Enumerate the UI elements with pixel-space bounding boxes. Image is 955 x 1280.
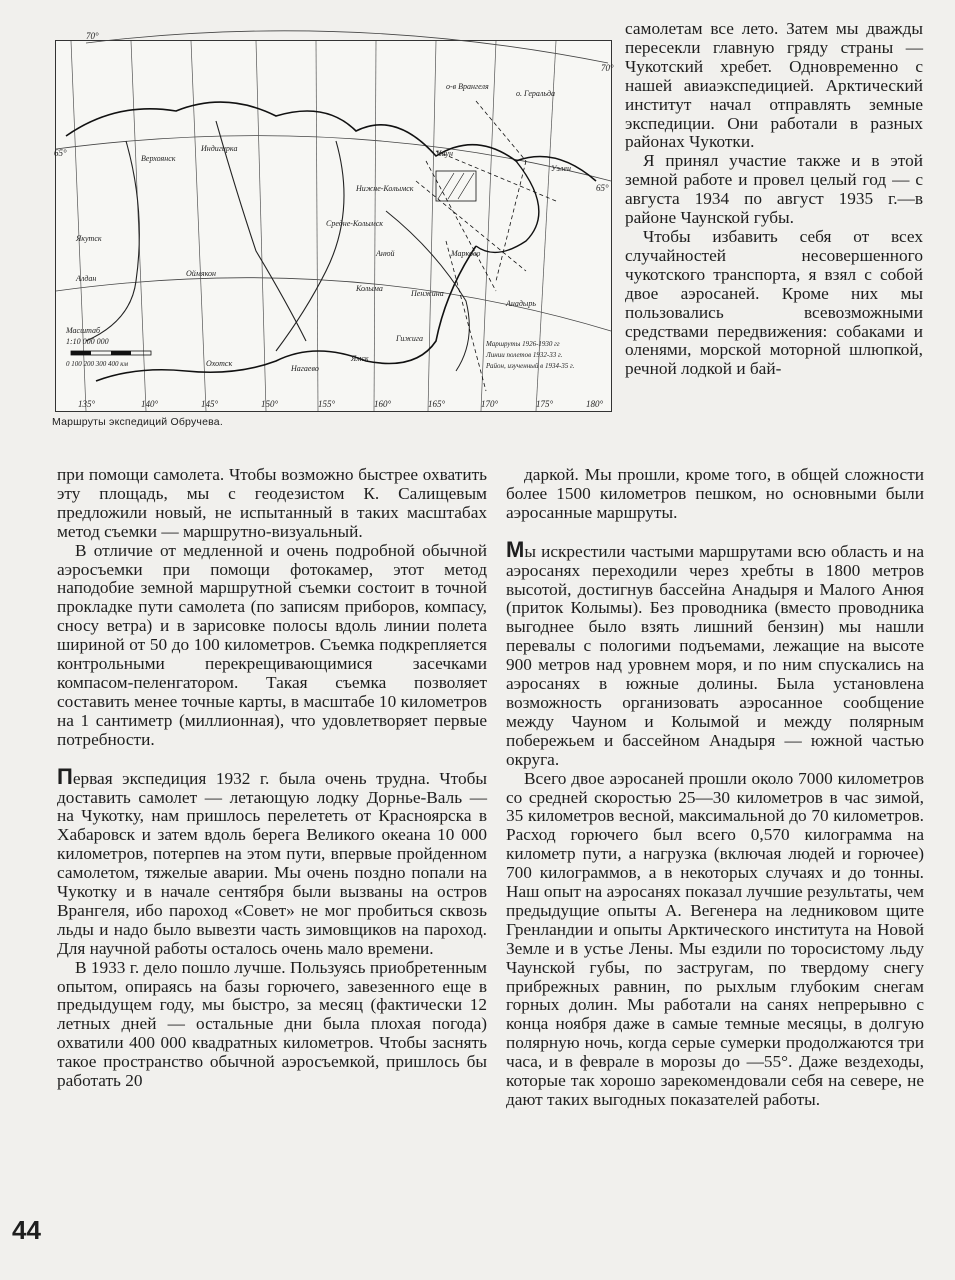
map-place-label: Охотск: [206, 359, 233, 368]
paragraph: В 1933 г. дело пошло лучше. Пользуясь приобретенным опытом, опираясь на базы горючего, завезенного еще в предыдущем году, мы быстро, за месяц (фактически 12 летных дней — остальные дни была плохая погода) охватили 400 000 квадратных километров. Чтобы заснять такое пространство обычной аэросъемкой, пришлось бы работать 20: [57, 957, 487, 1091]
longitude-tick-label: 140°: [141, 399, 159, 409]
legend-routes: Маршруты 1926-1930 гг: [486, 340, 560, 348]
map-place-label: Нагаево: [291, 364, 319, 373]
scale-title: Масштаб: [66, 326, 101, 335]
map-place-label: о-в Врангеля: [446, 82, 489, 91]
right-column-top: [625, 20, 923, 379]
longitude-tick-label: 155°: [318, 399, 336, 409]
longitude-tick-label: 145°: [201, 399, 219, 409]
scale-ratio: 1:10 000 000: [66, 337, 109, 346]
map-place-label: Гижига: [396, 334, 423, 343]
map-place-label: Колыма: [356, 284, 383, 293]
section-paragraph: Мы искрестили частыми маршрутами всю область и на аэросанях переходили через хребты в 1800 метров высотой, достигнув бассейна Анадыря и Малого Анюя (приток Колымы). Без проводника (вместо проводника выгоднее было взять лишний бензин) мы нашли перевалы с пологими подъемами, лежащие на высоте 900 метров над уровнем моря, и по ним спускались на аэросанях в южные долины. Была установлена возможность организовать аэросанное сообщение между Чауном и Колымой и между полярным побережьем и бассейном Анадыря — южной частью округа.: [506, 536, 924, 769]
paragraph: при помощи самолета. Чтобы возможно быстрее охватить эту площадь, мы с геодезистом К. Салищевым предложили новый, не испытанный в таких масштабах метод съемки — маршрутно-визуальный.: [57, 465, 487, 541]
longitude-tick-label: 165°: [428, 399, 446, 409]
lat-65-right-label: 65°: [596, 183, 609, 193]
longitude-tick-label: 175°: [536, 399, 554, 409]
map-place-label: Уэлен: [551, 164, 571, 173]
map-place-label: Нижне-Колымск: [356, 184, 414, 193]
longitude-tick-label: 160°: [374, 399, 392, 409]
legend-studied-area: Район, изученный в 1934-35 г.: [486, 362, 575, 370]
map-place-label: Чаун: [436, 149, 453, 158]
lat-70-left-label: 70°: [86, 31, 99, 41]
map-place-label: Алдан: [76, 274, 97, 283]
right-column: [506, 466, 924, 1110]
paragraph-continued: даркой. Мы прошли, кроме того, в общей сложности более 1500 километров пешком, но основными были аэросанные маршруты.: [506, 465, 924, 522]
longitude-tick-label: 150°: [261, 399, 279, 409]
paragraph: Чтобы избавить себя от всех случайностей несовершенного чукотского транспорта, я взял с собой двое аэросаней. Кроме них мы пользовались всевозможными средствами передвижения: собаками и оленями, морской моторной шлюпкой, речной лодкой и бай-: [625, 226, 923, 379]
left-column: [57, 466, 487, 1091]
map-drawing: [54, 31, 614, 411]
map-place-label: о. Геральда: [516, 89, 556, 98]
legend-flights: Линии полетов 1932-33 г.: [486, 351, 563, 359]
map-place-label: Марково: [451, 249, 481, 258]
paragraph: В отличие от медленной и очень подробной обычной аэросъемки при помощи фотокамер, этот метод наподобие земной маршрутной съемки состоит в точной прокладке пути самолета (по записям приборов, компасу, сносу ветра) и в зарисовке полосы вдоль линии полета шириной от 50 до 100 километров. Съемка подкрепляется контрольными перекрещивающимися засечками компасом-пеленгатором. Такая съемка позволяет составить менее точные карты, в масштабе 10 километров на 1 сантиметр (миллионная), что удовлетворяет первые потребности.: [57, 540, 487, 749]
map-place-label: Анадырь: [506, 299, 536, 308]
section-paragraph: Первая экспедиция 1932 г. была очень трудна. Чтобы доставить самолет — летающую лодку Дорнье-Валь — на Чукотку, нам пришлось перелететь от Красноярска в Хабаровск и затем вдоль берега Великого океана 10 000 километров, потерпев на этом пути, впервые пройденном самолетом, тяжелые аварии. Мы очень поздно попали на Чукотку и в начале сентября были вызваны на остров Врангеля, ибо пароход «Совет» не мог пробиться сквозь льды и надо было вывезти часть зимовщиков на пароход. Для научной работы осталось очень мало времени.: [57, 763, 487, 958]
page-number: 44: [12, 1215, 41, 1245]
map-place-label: Анюй: [376, 249, 395, 258]
longitude-tick-label: 170°: [481, 399, 499, 409]
paragraph: самолетам все лето. Затем мы дважды пересекли главную гряду страны — Чукотский хребет. Одновременно с нашей авиаэкспедицией. Арктический институт начал отправлять земные экспедиции. Они работали в разных районах Чукотки.: [625, 19, 923, 152]
lat-70-right-label: 70°: [601, 63, 614, 73]
map-place-label: Пенжина: [411, 289, 444, 298]
svg-text:70°: [86, 31, 99, 41]
scale-distances: 0 100 200 300 400 км: [66, 360, 128, 368]
map-place-label: Оймякон: [186, 269, 217, 278]
map-place-label: Индигирка: [201, 144, 238, 153]
paragraph: Всего двое аэросаней прошли около 7000 километров со средней скоростью 25—30 километров в час зимой, 35 километров весной, максимальной до 70 километров. Расход горючего был всего 0,570 килограмма на километр пути, а нагрузка (включая людей и горючее) 700 килограммов, а в некоторых случаях и до тонны. Наш опыт на аэросанях показал лучшие результаты, чем предыдущие опыты А. Вегенера на ледниковом щите Гренландии и опыты Арктического института на Новой Земле и в устье Лены. Мы ездили по торосистому льду Чаунской губы, по застругам, по твердому снегу прибрежных равнин, по рыхлым глубоким снегам горных долин. Мы работали на санях непрерывно с конца ноября даже в самые темные месяцы, в долгую полярную ночь, когда серые сумерки продолжаются три часа, и в феврале в морозы до —55°. Даже вездеходы, которые так хорошо зарекомендовали себя на севере, не дают таких выгодных показателей работы.: [506, 768, 924, 1109]
paragraph: Я принял участие также и в этой земной работе и провел целый год — с августа 1934 по август 1935 г.—в районе Чаунской губы.: [625, 151, 923, 228]
map-place-label: Якутск: [76, 234, 102, 243]
map-place-label: Верхоянск: [141, 154, 176, 163]
longitude-tick-label: 135°: [78, 399, 96, 409]
map-place-label: Ямск: [351, 354, 369, 363]
map-place-label: Средне-Колымск: [326, 219, 384, 228]
map-caption: Маршруты экспедиций Обручева.: [52, 416, 223, 428]
lat-65-left-label: 65°: [54, 148, 67, 158]
longitude-tick-label: 180°: [586, 399, 604, 409]
expedition-routes-map: [54, 31, 614, 412]
